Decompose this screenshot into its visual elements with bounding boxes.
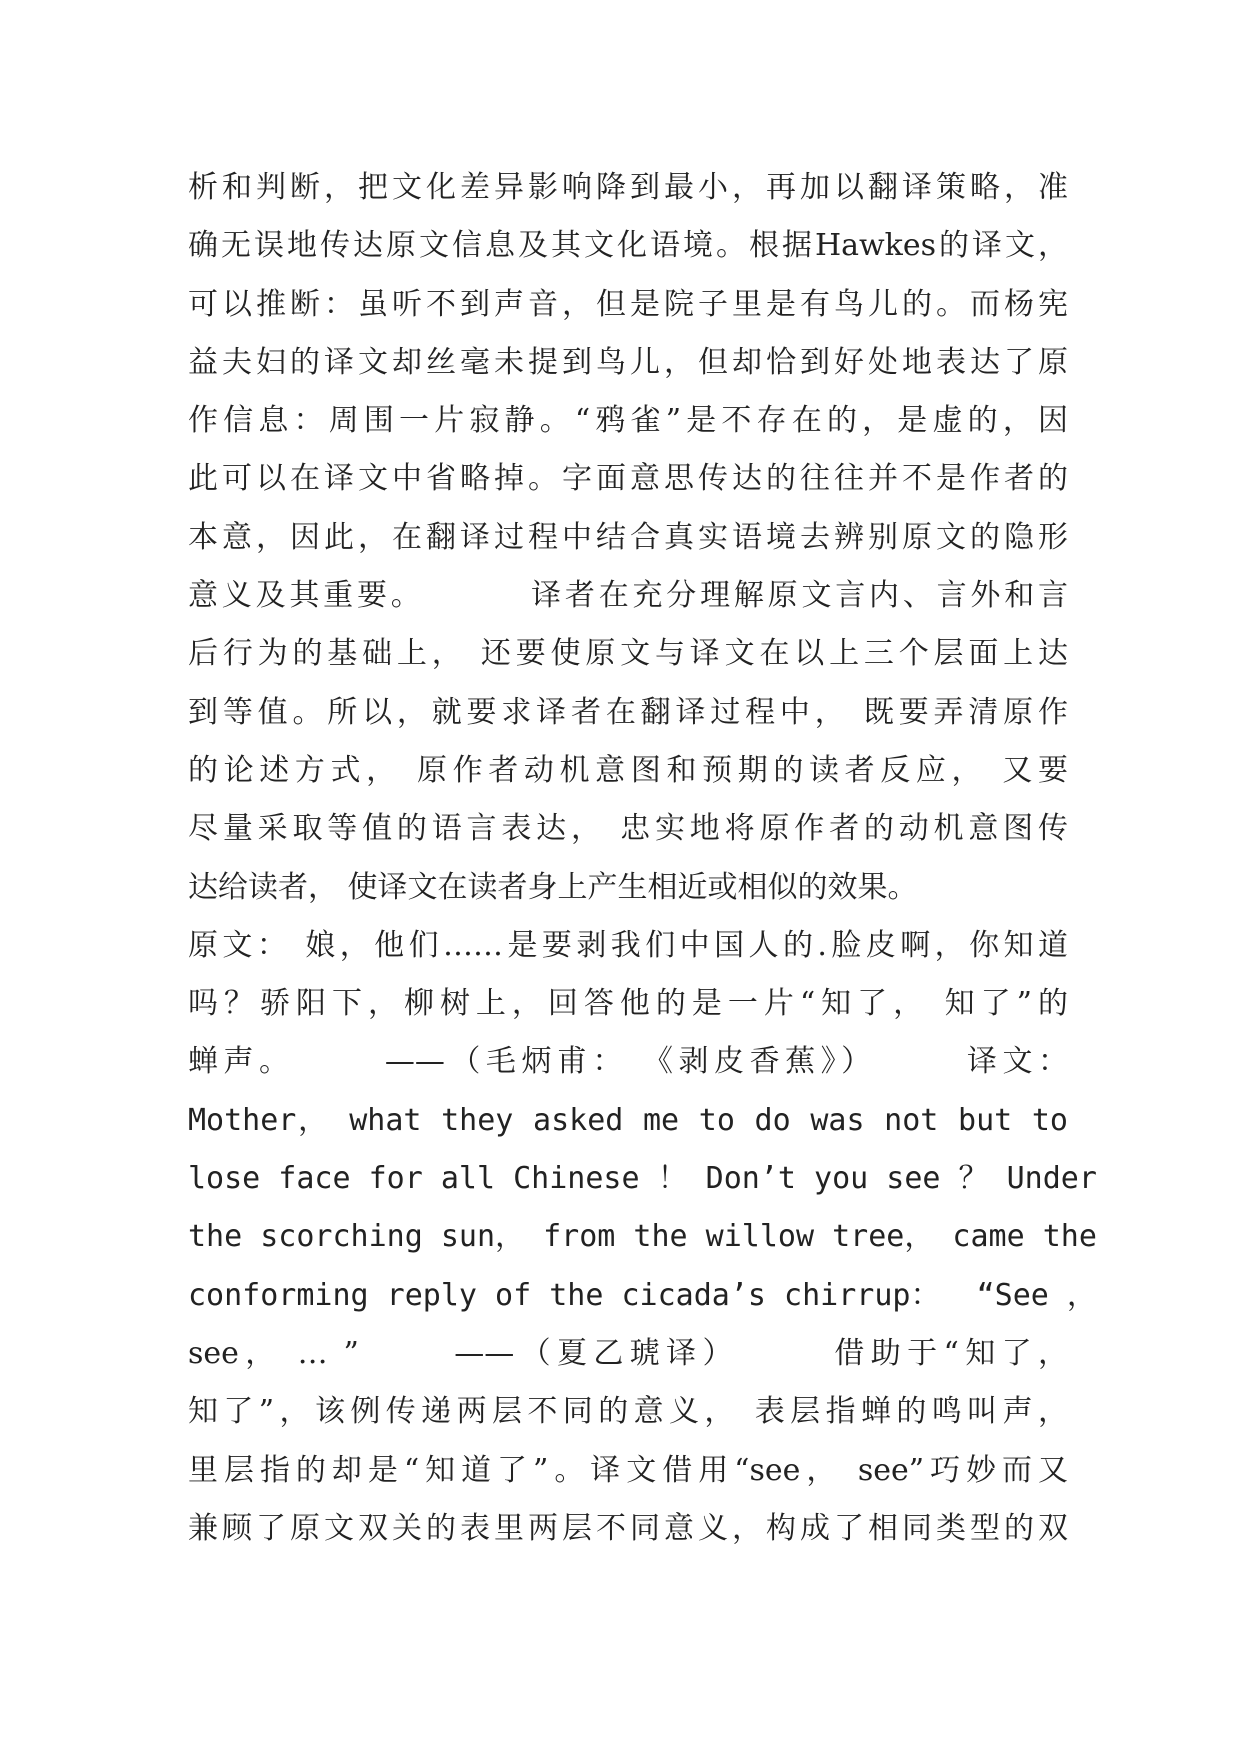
text-line: 到等值。所以，就要求译者在翻译过程中， 既要弄清原作: [188, 694, 1068, 730]
text-line: 本意，因此，在翻译过程中结合真实语境去辨别原文的隐形: [188, 519, 1068, 555]
text-line: 作信息：周围一片寂静。“鸦雀”是不存在的，是虚的，因: [188, 403, 1068, 439]
text-line: 兼顾了原文双关的表里两层不同意义，构成了相同类型的双: [188, 1510, 1068, 1546]
body-text: [188, 159, 1097, 1558]
text-line: see， … ” ——（夏乙琥译） 借助于“知了，: [188, 1335, 1068, 1371]
text-line: 尽量采取等值的语言表达， 忠实地将原作者的动机意图传: [188, 811, 1068, 847]
text-line: 原文： 娘，他们……是要剥我们中国人的.脸皮啊，你知道: [188, 927, 1068, 963]
text-line: 达给读者， 使译文在读者身上产生相近或相似的效果。: [188, 869, 918, 905]
text-line: 意义及其重要。 译者在充分理解原文言内、言外和言: [188, 578, 1068, 614]
text-line: 可以推断：虽听不到声音，但是院子里是有鸟儿的。而杨宪: [188, 286, 1068, 322]
text-line: 吗？骄阳下，柳树上，回答他的是一片“知了， 知了”的: [188, 986, 1068, 1022]
text-line: 蝉声。 ——（毛炳甫： 《剥皮香蕉》） 译文：: [188, 1044, 1068, 1080]
text-line: lose face for all Chinese ！ Don’t you see ？ Under: [188, 1161, 1097, 1197]
text-line: 析和判断，把文化差异影响降到最小，再加以翻译策略，准: [188, 170, 1068, 205]
text-line: 里层指的却是“知道了”。译文借用“see， see”巧妙而又: [188, 1452, 1068, 1488]
text-line: 益夫妇的译文却丝毫未提到鸟儿，但却恰到好处地表达了原: [188, 344, 1068, 380]
text-line: 的论述方式， 原作者动机意图和预期的读者反应， 又要: [188, 752, 1068, 788]
text-line: 知了”，该例传递两层不同的意义， 表层指蝉的鸣叫声，: [188, 1394, 1068, 1430]
text-line: 后行为的基础上， 还要使原文与译文在以上三个层面上达: [188, 636, 1068, 672]
text-line: 此可以在译文中省略掉。字面意思传达的往往并不是作者的: [188, 461, 1068, 497]
text-line: 确无误地传达原文信息及其文化语境。根据Hawkes的译文，: [188, 228, 1068, 264]
text-line: the scorching sun， from the willow tree， came the: [188, 1219, 1097, 1255]
text-line: conforming reply of the cicada’s chirrup： “See ，: [188, 1277, 1097, 1313]
text-line: Mother， what they asked me to do was not but to: [188, 1102, 1068, 1138]
